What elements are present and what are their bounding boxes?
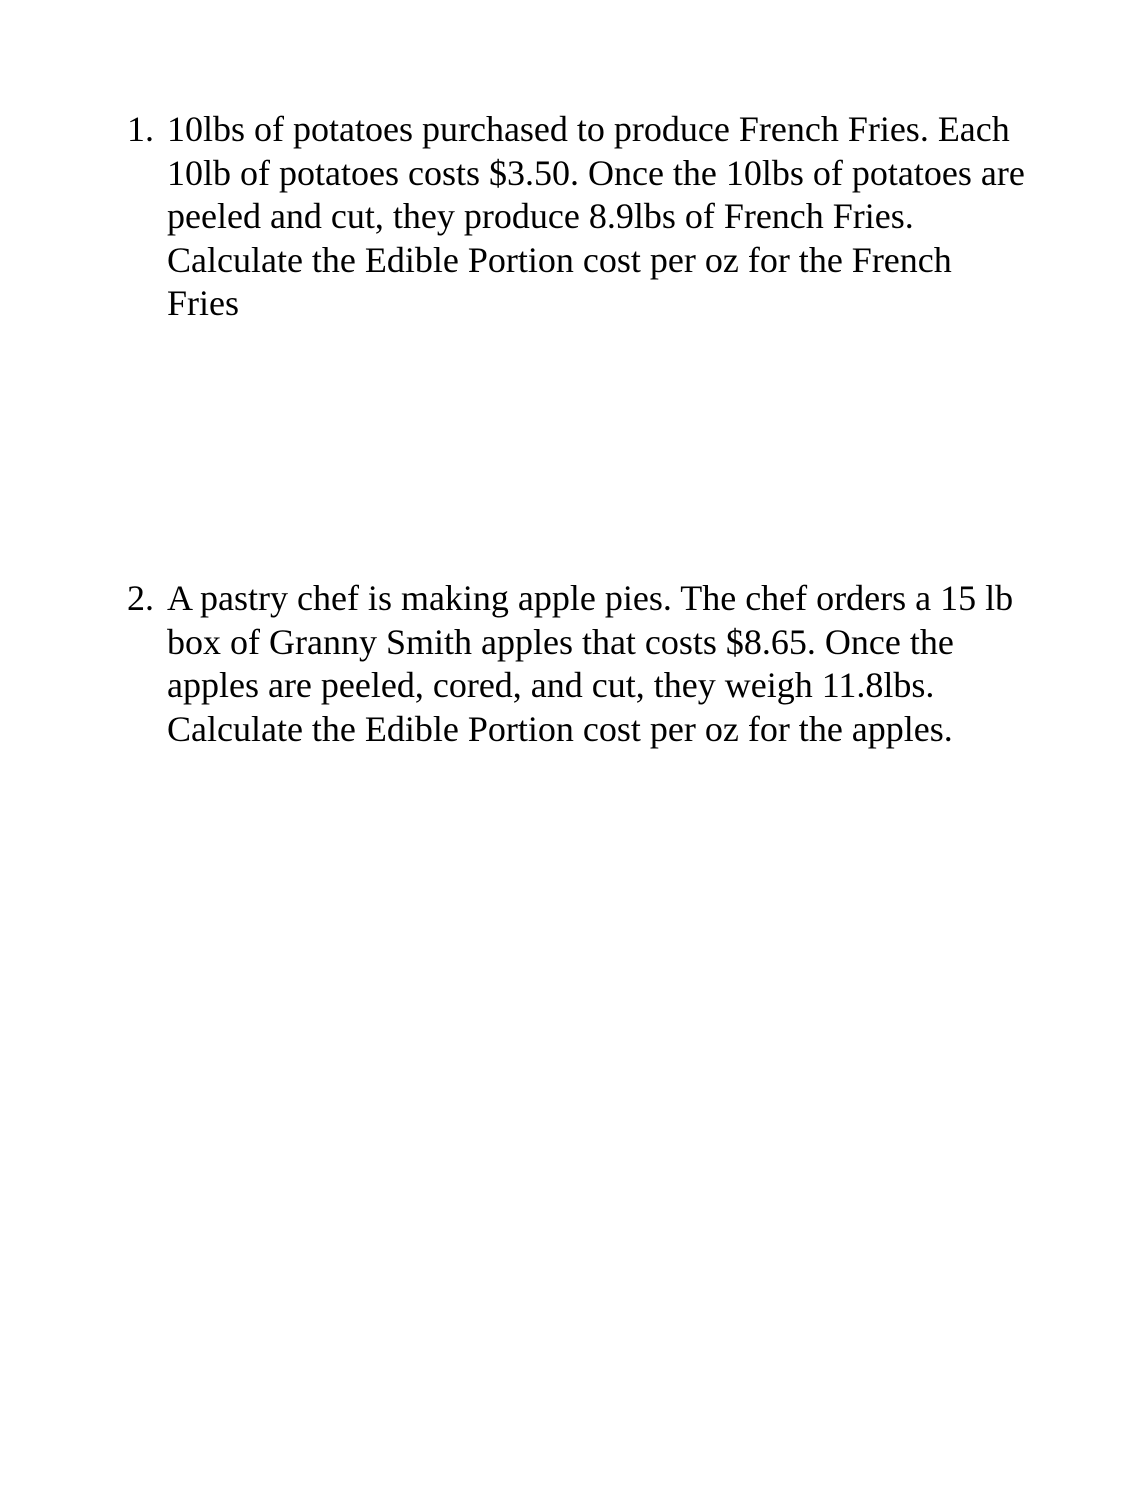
question-line: Calculate the Edible Portion cost per oz for the French [167,239,952,280]
question-number: 1. [127,109,154,149]
question-line: 10lbs of potatoes purchased to produce French Fries. Each [167,109,1010,149]
question-number: 2. [127,578,154,618]
question-line: A pastry chef is making apple pies. The chef orders a 15 lb [167,578,1014,618]
question-line: peeled and cut, they produce 8.9lbs of French Fries. [167,196,914,236]
question-line: Calculate the Edible Portion cost per oz for the apples. [167,708,953,749]
question-text [167,108,1057,326]
question-text [167,577,1057,751]
question-line: box of Granny Smith apples that costs $8.65. Once the [167,621,954,662]
question-line: Fries [167,283,239,323]
question-line: apples are peeled, cored, and cut, they weigh 11.8lbs. [167,665,935,705]
question-line: 10lb of potatoes costs $3.50. Once the 10lbs of potatoes are [167,152,1025,193]
question-2 [127,577,1057,751]
question-1 [127,108,1057,326]
